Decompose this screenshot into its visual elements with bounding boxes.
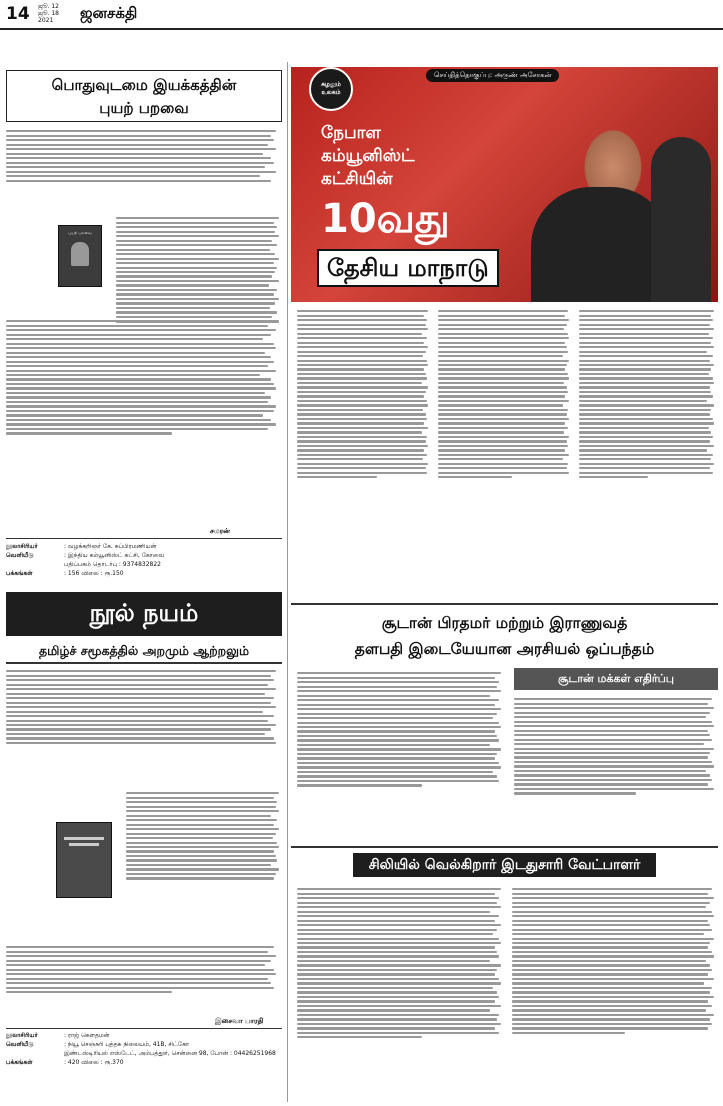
detail-row: வெளியீடு : இந்திய கம்யூனிஸ்ட் கட்சி, கோவை — [6, 552, 165, 559]
date-line: 2021 — [38, 17, 54, 24]
article-title: பொதுவுடமை இயக்கத்தின் — [51, 76, 237, 94]
divider — [6, 538, 282, 539]
divider — [6, 662, 282, 664]
article-title: சூடான் பிரதமர் மற்றும் இராணுவத் — [381, 614, 628, 632]
article-body — [514, 696, 718, 840]
section-logo: சுழலும் உலகம் — [309, 67, 353, 111]
divider — [6, 1028, 282, 1029]
detail-row: நூலாசிரியர் : ராஜ் கௌதமன் — [6, 1032, 110, 1039]
article-body — [579, 308, 717, 600]
headline-line: நேபாள — [321, 123, 381, 143]
detail-row: பதிப்பகம் தொடர்பு : 9374832822 — [64, 561, 161, 568]
article-body — [6, 318, 282, 523]
article-title: தளபதி இடையேயான அரசியல் ஒப்பந்தம் — [354, 640, 655, 658]
article-body — [297, 886, 505, 1096]
article-title: புயற் பறவை — [99, 99, 189, 117]
article-body — [297, 308, 431, 600]
section-subhead: சூடான் மக்கள் எதிர்ப்பு — [514, 668, 718, 690]
article-body — [6, 668, 282, 788]
article-body — [512, 886, 718, 1096]
section-banner — [6, 592, 282, 636]
column-divider — [287, 62, 288, 1102]
paper-name: ஜனசக்தி — [80, 4, 138, 22]
detail-row: பக்கங்கள் : 156 விலை : ரூ.150 — [6, 570, 124, 577]
headline-line: கட்சியின் — [321, 169, 393, 189]
issue-dates — [38, 3, 68, 24]
book-cover-image — [58, 225, 102, 287]
divider — [291, 846, 718, 848]
article-body — [6, 944, 282, 1024]
detail-row: நூலாசிரியர் : வழக்கறிஞர் கே. சுப்பிரமணியன் — [6, 543, 157, 550]
author-signature: சமரன் — [210, 527, 230, 535]
divider — [291, 603, 718, 605]
news-photo — [291, 67, 718, 302]
book-cover-image — [56, 822, 112, 898]
article-body — [126, 790, 282, 940]
headline-line: தேசிய மாநாடு — [317, 249, 499, 287]
date-line: ஜூ. 18 — [38, 10, 59, 17]
book-details — [6, 542, 282, 578]
banner-text: நூல் நயம் — [89, 598, 199, 627]
article-body — [438, 308, 572, 600]
article-body — [6, 128, 282, 208]
detail-row: இண்டஸ்டிரியல் எஸ்டேட், அம்பத்தூர், சென்னை 98, போன் : 04426251968 — [64, 1050, 276, 1057]
headline-line: கம்யூனிஸ்ட் — [321, 146, 415, 166]
date-line: ஜூ. 12 — [38, 3, 59, 10]
book-review-title-box — [6, 70, 282, 122]
author-signature: இசைவா பாரதி — [215, 1017, 264, 1025]
page-number: 14 — [6, 4, 30, 24]
page-header — [0, 0, 723, 30]
headline-number: 10வது — [321, 196, 450, 242]
article-title: தமிழ்ச் சமூகத்தில் அறமும் ஆற்றலும் — [38, 643, 250, 658]
book-details — [6, 1031, 282, 1067]
book-cover-title: புயற் பறவை — [68, 230, 92, 235]
article-body — [297, 670, 505, 840]
article-title: சிலியில் வெல்கிறார் இடதுசாரி வேட்பாளர் — [353, 853, 657, 877]
detail-row: வெளியீடு : நியூ செஞ்சுரி புத்தக நிலையம், 41B, சிட்கோ — [6, 1041, 190, 1048]
article-title-wrap — [291, 853, 718, 877]
compiler-credit: செய்தித்தொகுப்பு: அருண் அசோகன் — [426, 69, 559, 82]
detail-row: பக்கங்கள் : 420 விலை : ரூ.370 — [6, 1059, 124, 1066]
